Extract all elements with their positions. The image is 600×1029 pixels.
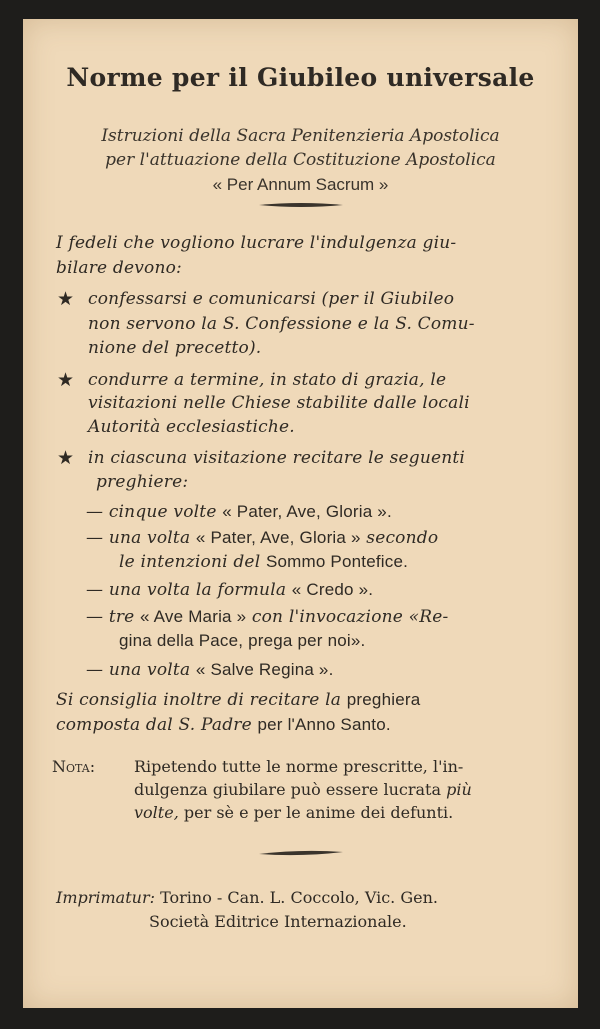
dash: —: [86, 502, 104, 522]
bullet-3-line-1: in ciascuna visitazione recitare le seguenti: [88, 448, 466, 468]
card-title: Norme per il Giubileo universale: [66, 63, 535, 92]
prayer-item-2: — una volta « Pater, Ave, Gloria » secondo: [86, 528, 439, 548]
star-icon: ★: [57, 447, 75, 469]
bullet-1-line-1: confessarsi e comunicarsi (per il Giubileo: [88, 289, 455, 309]
nota-line-1: Ripetendo tutte le norme prescritte, l'in-: [134, 757, 464, 776]
ornament-divider-bottom: [259, 849, 343, 857]
prayer-item-4-line-2: gina della Pace, prega per noi».: [119, 631, 366, 650]
publisher-line: Società Editrice Internazionale.: [149, 912, 407, 931]
bullet-2-line-1: condurre a termine, in stato di grazia, le: [88, 370, 447, 390]
star-icon: ★: [57, 369, 75, 391]
nota-line-3: volte, per sè e per le anime dei defunti.: [134, 803, 454, 822]
star-icon: ★: [57, 288, 75, 310]
nota-label: Nota:: [52, 757, 96, 776]
prayer-card: [23, 19, 578, 1008]
nota-line-2: dulgenza giubilare può essere lucrata più: [134, 780, 472, 799]
imprimatur-line: Imprimatur: Torino - Can. L. Coccolo, Vic. Gen.: [56, 888, 438, 907]
subtitle-line-2: per l'attuazione della Costituzione Apostolica: [105, 150, 496, 170]
dash: —: [86, 528, 104, 548]
bullet-2-line-2: visitazioni nelle Chiese stabilite dalle locali: [88, 393, 470, 413]
intro-line-2: bilare devono:: [56, 258, 182, 278]
dash: —: [86, 607, 104, 627]
prayer-item-4: — tre « Ave Maria » con l'invocazione «Re-: [86, 607, 449, 627]
bullet-1-line-2: non servono la S. Confessione e la S. Comu-: [88, 314, 475, 334]
subtitle-line-1: Istruzioni della Sacra Penitenzieria Apostolica: [101, 126, 500, 146]
bullet-3-line-2: preghiere:: [96, 472, 189, 492]
ornament-divider-top: [259, 201, 343, 209]
dash: —: [86, 660, 104, 680]
bullet-2-line-3: Autorità ecclesiastiche.: [88, 417, 295, 437]
intro-line-1: I fedeli che vogliono lucrare l'indulgenza giu-: [56, 233, 457, 253]
prayer-item-3: — una volta la formula « Credo ».: [86, 580, 374, 600]
advice-line-1: Si consiglia inoltre di recitare la preghiera: [56, 690, 421, 710]
prayer-item-1: — cinque volte « Pater, Ave, Gloria ».: [86, 502, 392, 522]
bullet-1-line-3: nione del precetto).: [88, 338, 262, 358]
prayer-item-5: — una volta « Salve Regina ».: [86, 660, 334, 680]
subtitle-line-3: « Per Annum Sacrum »: [212, 175, 389, 194]
advice-line-2: composta dal S. Padre per l'Anno Santo.: [56, 715, 391, 735]
dash: —: [86, 580, 104, 600]
prayer-item-2-line-2: le intenzioni del Sommo Pontefice.: [119, 552, 409, 572]
